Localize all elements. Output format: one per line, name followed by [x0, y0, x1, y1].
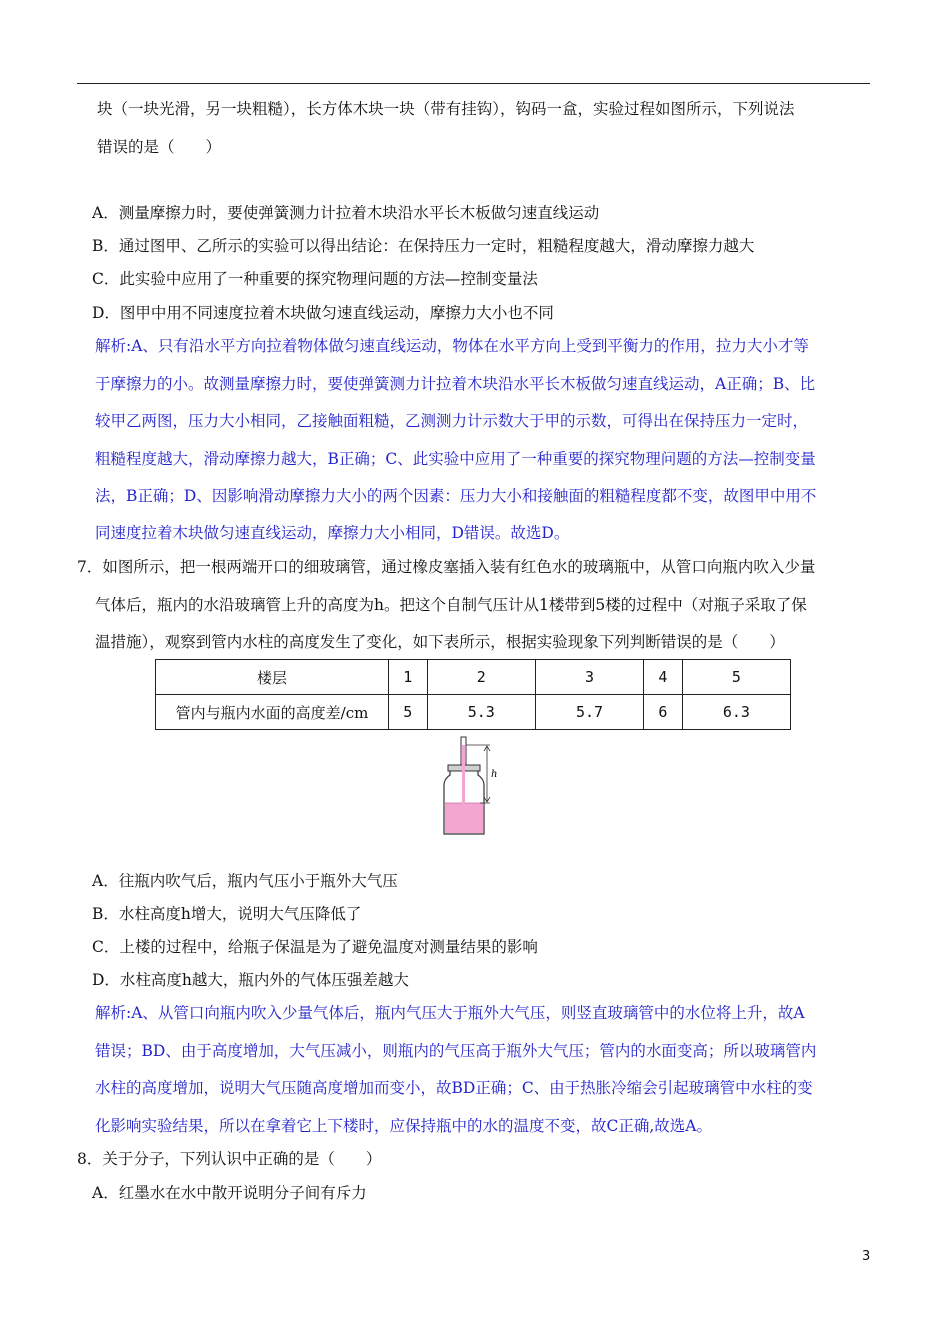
q6-stem-line-1: 块（一块光滑，另一块粗糙），长方体木块一块（带有挂钩），钩码一盒，实验过程如图所示，下列说法: [97, 100, 795, 118]
q7-explanation-line: 水柱的高度增加，说明大气压随高度增加而变小，故BD正确；C、由于热胀冷缩会引起玻璃管中水柱的变: [95, 1079, 813, 1097]
q6-explanation-line: 较甲乙两图，压力大小相同，乙接触面粗糙，乙测测力计示数大于甲的示数，可得出在保持压力一定时，: [95, 412, 809, 430]
q7-stem-line-3: 温措施），观察到管内水柱的高度发生了变化，如下表所示，根据实验现象下列判断错误的是（ ）: [95, 633, 785, 651]
q7-stem-line-2: 气体后，瓶内的水沿玻璃管上升的高度为h。把这个自制气压计从1楼带到5楼的过程中（对瓶子采取了保: [95, 596, 807, 614]
table-cell: 5.3: [427, 695, 535, 730]
figure-label-h: h: [491, 769, 498, 780]
q6-explanation-line: 解析:A、只有沿水平方向拉着物体做匀速直线运动，物体在水平方向上受到平衡力的作用，拉力大小才等: [95, 337, 809, 355]
q7-option-a: A．往瓶内吹气后，瓶内气压小于瓶外大气压: [92, 872, 398, 890]
table-cell: 6.3: [682, 695, 790, 730]
q6-option-a: A．测量摩擦力时，要使弹簧测力计拉着木块沿水平长木板做匀速直线运动: [92, 204, 600, 222]
table-cell: 5: [682, 660, 790, 695]
q6-option-c: C．此实验中应用了一种重要的探究物理问题的方法—控制变量法: [92, 270, 538, 288]
q6-explanation-line: 法，B正确；D、因影响滑动摩擦力大小的两个因素：压力大小和接触面的粗糙程度都不变，故图甲中用不: [95, 487, 817, 505]
page-number: 3: [862, 1249, 871, 1264]
q7-explanation-line: 错误；BD、由于高度增加，大气压减小，则瓶内的气压高于瓶外大气压；管内的水面变高；所以玻璃管内: [95, 1042, 817, 1060]
table-cell: 5: [389, 695, 428, 730]
table-cell: 4: [644, 660, 683, 695]
table-row: [156, 660, 791, 695]
header-rule: [77, 83, 870, 84]
table-cell: 1: [389, 660, 428, 695]
q8-option-a: A．红墨水在水中散开说明分子间有斥力: [92, 1184, 367, 1202]
q6-explanation-line: 粗糙程度越大，滑动摩擦力越大，B正确；C、此实验中应用了一种重要的探究物理问题的方法—控制变量: [95, 450, 816, 468]
floor-height-table: [155, 659, 791, 730]
q7-option-c: C．上楼的过程中，给瓶子保温是为了避免温度对测量结果的影响: [92, 938, 538, 956]
q6-explanation-line: 于摩擦力的小。故测量摩擦力时，要使弹簧测力计拉着木块沿水平长木板做匀速直线运动，A正确；B、比: [95, 375, 816, 393]
q6-option-b: B．通过图甲、乙所示的实验可以得出结论：在保持压力一定时，粗糙程度越大，滑动摩擦力越大: [92, 237, 755, 255]
table-cell: 6: [644, 695, 683, 730]
q7-explanation-line: 解析:A、从管口向瓶内吹入少量气体后，瓶内气压大于瓶外大气压，则竖直玻璃管中的水位将上升，故A: [95, 1004, 805, 1022]
table-cell: 2: [427, 660, 535, 695]
q7-option-b: B．水柱高度h增大，说明大气压降低了: [92, 905, 362, 923]
q7-explanation-line: 化影响实验结果，所以在拿着它上下楼时，应保持瓶中的水的温度不变，故C正确,故选A。: [95, 1117, 712, 1135]
q7-stem-line-1: 7．如图所示，把一根两端开口的细玻璃管，通过橡皮塞插入装有红色水的玻璃瓶中，从管口向瓶内吹入少量: [77, 558, 816, 576]
q6-option-d: D．图甲中用不同速度拉着木块做匀速直线运动，摩擦力大小也不同: [92, 304, 554, 322]
q6-stem-line-2: 错误的是（ ）: [97, 138, 222, 156]
table-cell: 5.7: [535, 695, 643, 730]
barometer-figure: [428, 735, 508, 844]
table-header-floor: 楼层: [156, 660, 389, 695]
q7-option-d: D．水柱高度h越大，瓶内外的气体压强差越大: [92, 971, 409, 989]
table-cell: 3: [535, 660, 643, 695]
table-header-height: 管内与瓶内水面的高度差/cm: [156, 695, 389, 730]
table-row: [156, 695, 791, 730]
q6-explanation-line: 同速度拉着木块做匀速直线运动，摩擦力大小相同，D错误。故选D。: [95, 524, 570, 542]
q8-stem: 8．关于分子，下列认识中正确的是（ ）: [77, 1150, 382, 1168]
